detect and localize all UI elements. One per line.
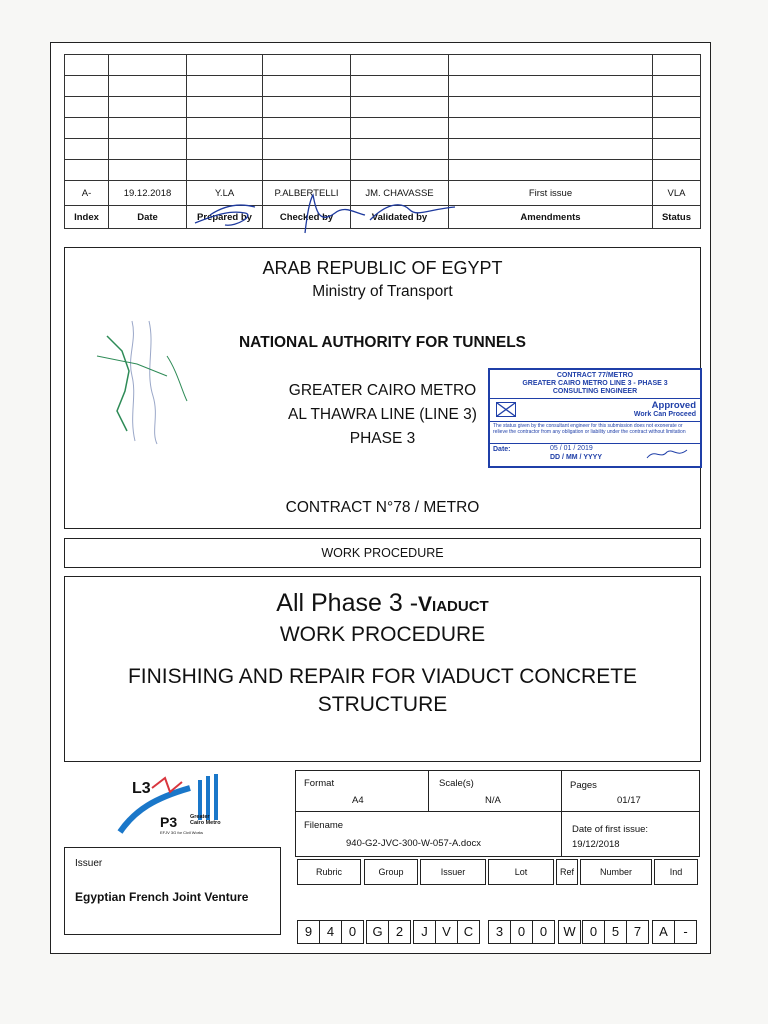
stamp-date-label: Date: <box>493 446 511 453</box>
header-amendments: Amendments <box>449 206 653 229</box>
code-char: 4 <box>319 920 342 944</box>
stamp-note: The status given by the consultant engineer for this submission does not exonerate or relieve the contractor from any obligation or liability under the contract without limitation <box>490 422 700 444</box>
rev-prepared: Y.LA <box>187 181 263 206</box>
stamp-line3: CONSULTING ENGINEER <box>552 388 638 395</box>
code-header-group: Group <box>364 859 418 885</box>
filename-value: 940-G2-JVC-300-W-057-A.docx <box>346 838 481 849</box>
authority-title: NATIONAL AUTHORITY FOR TUNNELS <box>238 334 527 351</box>
first-issue-value: 19/12/2018 <box>572 839 620 850</box>
code-header-issuer: Issuer <box>420 859 486 885</box>
checkbox-icon <box>496 402 516 417</box>
logo-l3: L3 <box>132 780 151 797</box>
stamp-approved: Approved <box>651 400 696 411</box>
project-line3: PHASE 3 <box>349 430 416 447</box>
code-char: 0 <box>510 920 533 944</box>
code-char: J <box>413 920 436 944</box>
metro-map-icon <box>87 316 197 446</box>
issuer-box <box>64 847 281 935</box>
rev-amendments: First issue <box>449 181 653 206</box>
first-issue-label: Date of first issue: <box>572 824 649 835</box>
code-header-rubric: Rubric <box>297 859 361 885</box>
code-char: C <box>457 920 480 944</box>
issuer-label: Issuer <box>75 858 103 869</box>
stamp-line1: CONTRACT 77/METRO <box>556 372 634 379</box>
format-label: Format <box>304 778 335 789</box>
stamp-line2: GREATER CAIRO METRO LINE 3 - PHASE 3 <box>522 380 668 387</box>
code-char: 5 <box>604 920 627 944</box>
code-header-ref: Ref <box>556 859 578 885</box>
rev-validated: JM. CHAVASSE <box>351 181 449 206</box>
project-line2: AL THAWRA LINE (LINE 3) <box>288 406 477 423</box>
rev-checked: P.ALBERTELLI <box>263 181 351 206</box>
scale-label: Scale(s) <box>439 778 474 789</box>
rev-index: A- <box>65 181 109 206</box>
section-label-box <box>64 538 701 568</box>
project-line1: GREATER CAIRO METRO <box>288 382 477 399</box>
header-validated: Validated by <box>351 206 449 229</box>
header-checked: Checked by <box>263 206 351 229</box>
code-char: 7 <box>626 920 649 944</box>
format-cell <box>295 770 429 812</box>
logo-greater: Greater <box>190 814 210 820</box>
contract-number: CONTRACT N°78 / METRO <box>285 499 480 516</box>
code-header-ind: Ind <box>654 859 698 885</box>
doc-title-line2: WORK PROCEDURE <box>279 623 486 646</box>
issuer-value: Egyptian French Joint Venture <box>75 890 249 904</box>
code-header-number: Number <box>580 859 652 885</box>
logo-cairo: Cairo Metro <box>190 820 221 826</box>
pages-cell <box>561 770 700 812</box>
rev-date: 19.12.2018 <box>109 181 187 206</box>
header-status: Status <box>653 206 701 229</box>
ministry-title: Ministry of Transport <box>312 283 453 300</box>
approval-stamp <box>488 368 702 468</box>
code-char: 2 <box>388 920 411 944</box>
stamp-date-value: 05 / 01 / 2019 <box>550 445 593 452</box>
project-logo <box>110 770 240 840</box>
stamp-signature <box>645 446 690 462</box>
code-char: W <box>558 920 581 944</box>
document-title-box <box>64 576 701 762</box>
scale-value: N/A <box>485 795 501 806</box>
signatures <box>185 185 465 240</box>
doc-title-line1: All Phase 3 -Viaduct <box>276 589 489 617</box>
rev-status: VLA <box>653 181 701 206</box>
code-char: 0 <box>582 920 605 944</box>
pages-label: Pages <box>570 780 597 791</box>
logo-p3: P3 <box>160 814 178 830</box>
logo-sub: EFJV 3G for Civil Works <box>160 830 204 835</box>
code-char: G <box>366 920 389 944</box>
stamp-date-format: DD / MM / YYYY <box>550 454 602 461</box>
code-char: V <box>435 920 458 944</box>
pages-value: 01/17 <box>617 795 641 806</box>
header-index: Index <box>65 206 109 229</box>
stamp-work: Work Can Proceed <box>633 411 696 418</box>
doc-title-line3: FINISHING AND REPAIR FOR VIADUCT CONCRETE <box>127 665 638 688</box>
doc-title-line4: STRUCTURE <box>317 693 448 716</box>
scale-cell <box>428 770 562 812</box>
code-header-lot: Lot <box>488 859 554 885</box>
country-title: ARAB REPUBLIC OF EGYPT <box>262 258 503 278</box>
format-value: A4 <box>352 795 364 806</box>
filename-cell <box>295 811 562 857</box>
header-prepared: Prepared by <box>187 206 263 229</box>
header-date: Date <box>109 206 187 229</box>
code-char: 9 <box>297 920 320 944</box>
code-char: 3 <box>488 920 511 944</box>
first-issue-cell <box>561 811 700 857</box>
code-char: 0 <box>341 920 364 944</box>
section-label: WORK PROCEDURE <box>321 546 444 560</box>
code-char: - <box>674 920 697 944</box>
doc-title-viaduct: Viaduct <box>418 593 489 616</box>
filename-label: Filename <box>304 820 344 831</box>
code-char: A <box>652 920 675 944</box>
code-char: 0 <box>532 920 555 944</box>
